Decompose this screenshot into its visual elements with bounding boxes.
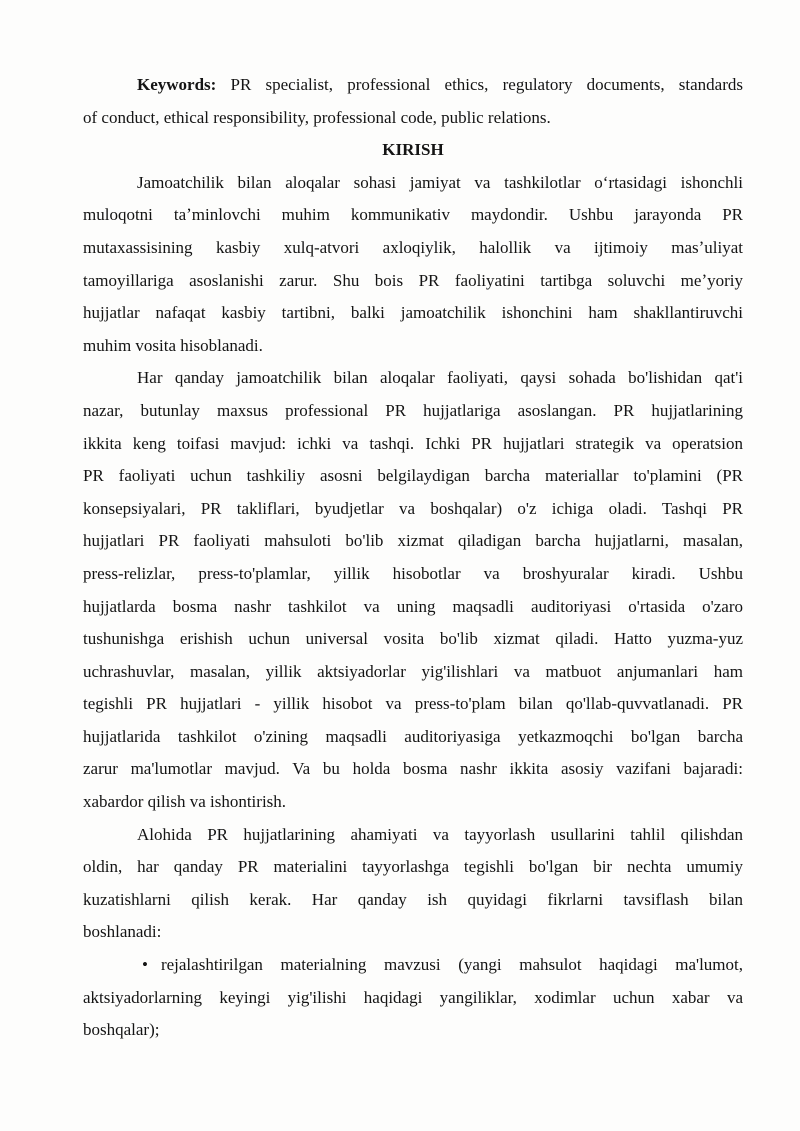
keywords-paragraph-line-1: Keywords: PR specialist, professional ethics, regulatory documents, standards [137, 75, 743, 94]
keywords-label: Keywords: [137, 75, 217, 94]
paragraph-2-line-4: PR faoliyati uchun tashkiliy asosni belgilaydigan barcha materiallar to'plamini (PR [83, 466, 743, 486]
paragraph-2-line-13: zarur ma'lumotlar mavjud. Va bu holda bosma nashr ikkita asosiy vazifani bajaradi: [83, 759, 743, 779]
paragraph-2-line-3: ikkita keng toifasi mavjud: ichki va tashqi. Ichki PR hujjatlari strategik va operatsion [83, 433, 743, 453]
paragraph-2-line-7: press-relizlar, press-to'plamlar, yillik hisobotlar va broshyuralar kiradi. Ushbu [83, 563, 743, 583]
paragraph-3-line-1: Alohida PR hujjatlarining ahamiyati va tayyorlash usullarini tahlil qilishdan [137, 824, 743, 844]
paragraph-2-line-14: xabardor qilish va ishontirish. [83, 792, 287, 812]
paragraph-2-line-1: Har qanday jamoatchilik bilan aloqalar faoliyati, qaysi sohada bo'lishidan qat'i [137, 368, 743, 388]
bullet-item-1-line-1: • rejalashtirilgan materialning mavzusi (yangi mahsulot haqidagi ma'lumot, [142, 955, 743, 975]
paragraph-1-line-4: tamoyillariga asoslanishi zarur. Shu bois PR faoliyatini tartibga soluvchi meʼyoriy [83, 270, 743, 290]
paragraph-2-line-9: tushunishga erishish uchun universal vosita bo'lib xizmat qiladi. Hatto yuzma-yuz [83, 629, 743, 649]
paragraph-2-line-6: hujjatlari PR faoliyati mahsuloti bo'lib xizmat qiladigan barcha hujjatlarni, masalan, [83, 531, 743, 551]
paragraph-3-line-2: oldin, har qanday PR materialini tayyorlashga tegishli bo'lgan bir nechta umumiy [83, 857, 743, 877]
paragraph-1-line-6: muhim vosita hisoblanadi. [83, 335, 263, 355]
paragraph-2-line-8: hujjatlarda bosma nashr tashkilot va uning maqsadli auditoriyasi o'rtasida o'zaro [83, 596, 743, 616]
paragraph-2-line-5: konsepsiyalari, PR takliflari, byudjetlar va boshqalar) o'z ichiga oladi. Tashqi PR [83, 498, 743, 518]
bullet-item-1-line-3: boshqalar); [83, 1020, 160, 1040]
paragraph-1-line-1: Jamoatchilik bilan aloqalar sohasi jamiyat va tashkilotlar oʻrtasidagi ishonchli [137, 172, 743, 192]
paragraph-1-line-2: muloqotni taʼminlovchi muhim kommunikativ maydondir. Ushbu jarayonda PR [83, 205, 743, 225]
bullet-item-1-line-2: aktsiyadorlarning keyingi yig'ilishi haqidagi yangiliklar, xodimlar uchun xabar va [83, 987, 743, 1007]
kirish-heading: KIRISH [382, 140, 444, 160]
paragraph-2-line-12: hujjatlarida tashkilot o'zining maqsadli auditoriyasiga yetkazmoqchi bo'lgan barcha [83, 726, 743, 746]
keywords-paragraph-line-2: of conduct, ethical responsibility, professional code, public relations. [83, 107, 551, 127]
paragraph-2-line-10: uchrashuvlar, masalan, yillik aktsiyadorlar yig'ilishlari va matbuot anjumanlari ham [83, 661, 743, 681]
paragraph-3-line-4: boshlanadi: [83, 922, 162, 942]
paragraph-2-line-2: nazar, butunlay maxsus professional PR hujjatlariga asoslangan. PR hujjatlarining [83, 400, 743, 420]
paragraph-3-line-3: kuzatishlarni qilish kerak. Har qanday ish quyidagi fikrlarni tavsiflash bilan [83, 889, 743, 909]
bullet-icon: • [142, 955, 148, 975]
paragraph-1-line-3: mutaxassisining kasbiy xulq-atvori axloqiylik, halollik va ijtimoiy masʼuliyat [83, 237, 743, 257]
paragraph-2-line-11: tegishli PR hujjatlari - yillik hisobot va press-to'plam bilan qo'llab-quvvatlanadi. PR [83, 694, 743, 714]
paragraph-1-line-5: hujjatlar nafaqat kasbiy tartibni, balki jamoatchilik ishonchini ham shakllantiruvchi [83, 303, 743, 323]
